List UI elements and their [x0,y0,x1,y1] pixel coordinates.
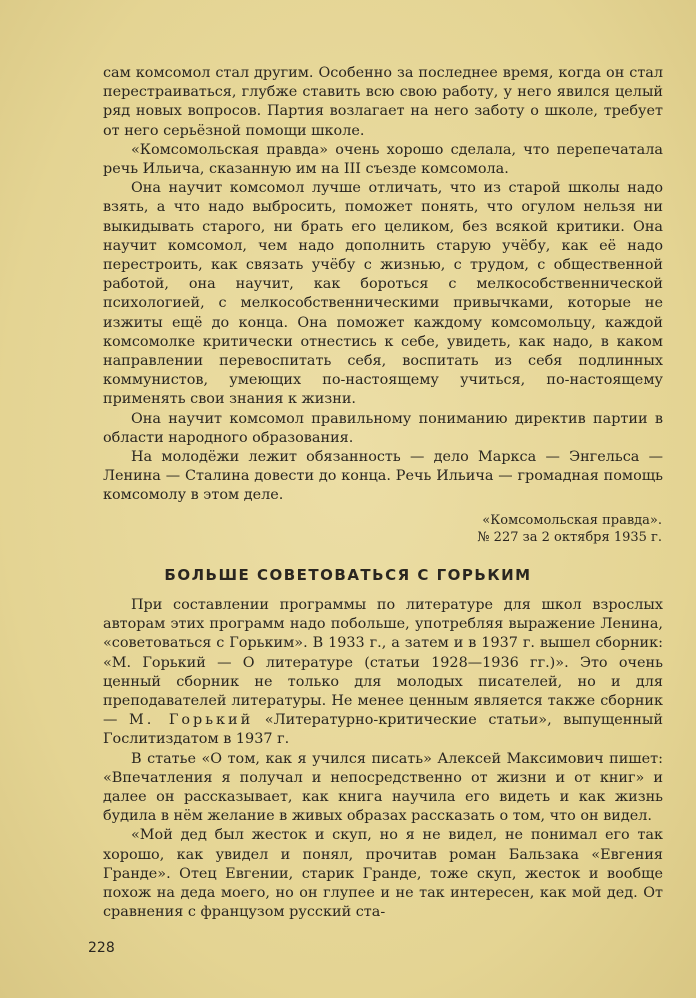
author-name-spaced: М. Горький [128,712,254,729]
paragraph-text: При составлении программы по литературе для школ взрослых авторам этих программ надо побольше, употребляя выражение Ленина, «советоваться с Горьким». В 1933 г., а затем и в 1937 г. вышел сборник: «М. Горький — О литературе (статьи 1928—1936 гг.)». Это очень ценный сборник не только для молодых писателей, но и для преподавателей литературы. Не менее ценным является также сборник — [103,597,663,729]
section-heading: БОЛЬШЕ СОВЕТОВАТЬСЯ С ГОРЬКИМ [164,566,532,584]
page-number: 228 [88,940,115,956]
signature-source-name: «Комсомольская правда». [482,513,662,528]
text-block-bottom [103,596,663,922]
paragraph: «Мой дед был жесток и скуп, но я не видел, не понимал его так хорошо, как увидел и понял, прочитав роман Бальзака «Евгения Гранде». Отец Евгении, старик Гранде, тоже скуп, жесток и вообще похож на деда моего, но он глупее и не так интересен, как мой дед. От сравнения с французом русский ста- [103,827,663,921]
source-signature [477,512,662,546]
text-block-top [103,64,663,506]
paragraph [103,596,663,750]
paragraph: Она научит комсомол правильному пониманию директив партии в области народного образования. [103,410,663,446]
signature-issue: № 227 за 2 октября 1935 г. [477,530,662,545]
paragraph: «Комсомольская правда» очень хорошо сделала, что перепечатала речь Ильича, сказанную им на III съезде комсомола. [103,141,663,178]
paragraph: Она научит комсомол лучше отличать, что из старой школы надо взять, а что надо выбросить, поможет понять, что огулом нельзя ни выкидывать старого, ни брать его целиком, без всякой критики. Она научит комсомол, чем надо дополнить старую учёбу, как её надо перестроить, как связать учёбу с жизнью, с трудом, с общественной работой, она научит, как бороться с мелкособственнической психологией, с мелкособственническими привычками, которые не изжиты ещё до конца. Она поможет каждому комсомольцу, каждой комсомолке критически отнестись к себе, увидеть, как надо, в каком направлении перевоспитать себя, воспитать из себя подлинных коммунистов, умеющих по-настоящему учиться, по-настоящему применять свои знания к жизни. [103,180,663,408]
paragraph: В статье «О том, как я учился писать» Алексей Максимович пишет: «Впечатления я получал и непосредственно от жизни и от книг» и далее он рассказывает, как книга научила его видеть и как жизнь будила в нём желание в живых образах рассказать о том, что он видел. [103,750,663,825]
paragraph-text: «Литературно-критические статьи», выпущенный Гослитиздатом в 1937 г. [103,712,663,748]
paragraph-continuation: сам комсомол стал другим. Особенно за последнее время, когда он стал перестраиваться, глубже ставить всю свою работу, у него явился целый ряд новых вопросов. Партия возлагает на него заботу о школе, требует от него серьёзной помощи школе. [103,65,663,139]
paragraph: На молодёжи лежит обязанность — дело Маркса — Энгельса — Ленина — Сталина довести до конца. Речь Ильича — громадная помощь комсомолу в этом деле. [103,449,663,504]
